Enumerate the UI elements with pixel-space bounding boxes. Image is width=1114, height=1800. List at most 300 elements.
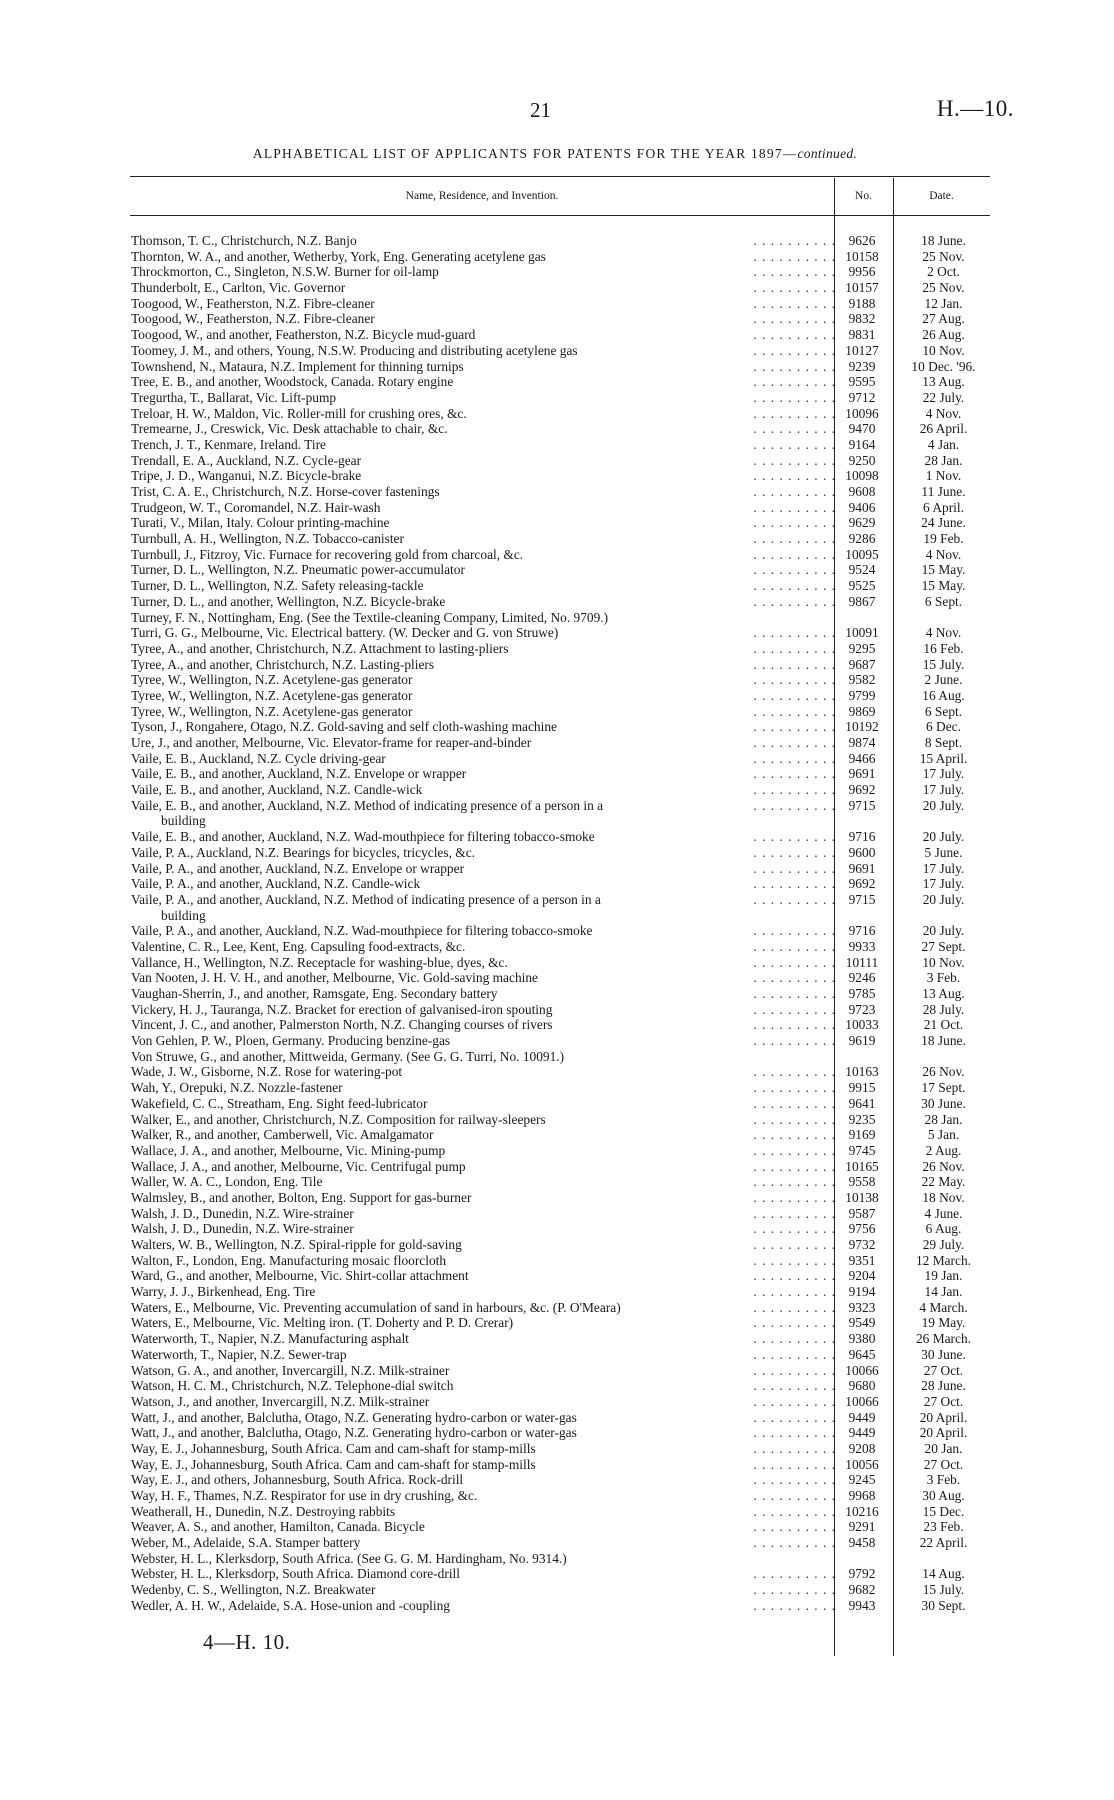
leader-dots: . . . . . . . . . . [753,327,836,343]
entry-text: Vincent, J. C., and another, Palmerston North, N.Z. Changing courses of rivers [131,1017,559,1033]
entry-number: 9525 [848,578,876,594]
entry-date: 30 June. [921,1095,966,1111]
entry-text: Vaile, P. A., and another, Auckland, N.Z. Method of indicating presence of a person in a [131,892,607,908]
entry-text: Tyree, W., Wellington, N.Z. Acetylene-gas generator [131,688,418,704]
entry-date: 2 Oct. [927,264,960,280]
list-item [131,1112,991,1128]
entry-date: 6 Aug. [925,1221,962,1237]
entry-date: 30 Aug. [922,1488,965,1503]
entry-number: 9380 [848,1331,876,1347]
entry-date: 26 March. [915,1331,972,1347]
leader-dots: . . . . . . . . . . [753,1252,836,1268]
list-item [131,1535,991,1551]
entry-number: 9449 [848,1409,876,1425]
leader-dots: . . . . . . . . . . [753,1268,836,1284]
list-item [131,955,991,971]
entry-date: 27 Oct. [923,1362,964,1378]
entry-date: 21 Oct. [923,1017,964,1033]
leader-dots: . . . . . . . . . . [753,844,836,860]
entry-number: 9582 [848,672,876,688]
entry-text: Wedenby, C. S., Wellington, N.Z. Breakwater [131,1582,381,1598]
list-item [131,437,991,453]
entry-number: 10095 [845,546,879,562]
list-item [131,343,991,359]
entry-number: 9687 [848,656,876,672]
entry-text: Wedler, A. H. W., Adelaide, S.A. Hose-union and -coupling [131,1598,456,1614]
entry-date: 19 Jan. [924,1268,963,1284]
entry-number: 9933 [848,938,876,954]
entry-number: 10091 [845,625,879,641]
entry-date: 10 Nov. [922,342,965,358]
entry-text: Throckmorton, C., Singleton, N.S.W. Burner for oil-lamp [131,264,445,280]
leader-dots: . . . . . . . . . . [753,891,836,907]
list-item [131,625,991,641]
leader-dots: . . . . . . . . . . [753,986,836,1001]
entry-date: 26 April. [919,421,968,437]
leader-dots: . . . . . . . . . . [753,797,836,813]
list-item [131,1159,991,1175]
leader-dots: . . . . . . . . . . [753,484,836,499]
entry-number: 9785 [848,986,876,1001]
entry-number: 9799 [848,687,876,703]
entry-text: Wade, J. W., Gisborne, N.Z. Rose for watering-pot [131,1064,408,1080]
list-item [131,1174,991,1190]
list-item [131,406,991,422]
entry-number: 9641 [848,1095,876,1111]
entry-text: Watt, J., and another, Balclutha, Otago, N.Z. Generating hydro-carbon or water-gas [131,1425,583,1441]
entry-text: Wah, Y., Orepuki, N.Z. Nozzle-fastener [131,1080,349,1096]
leader-dots: . . . . . . . . . . [753,374,836,390]
leader-dots: . . . . . . . . . . [753,1519,836,1535]
list-item [131,939,991,955]
entry-text: Turner, D. L., Wellington, N.Z. Safety releasing-tackle [131,578,430,594]
entry-text: Vickery, H. J., Tauranga, N.Z. Bracket for erection of galvanised-iron spouting [131,1002,558,1018]
leader-dots: . . . . . . . . . . [753,1221,836,1237]
leader-dots: . . . . . . . . . . [753,248,836,264]
leader-dots: . . . . . . . . . . [753,1425,836,1441]
entry-text: Walters, W. B., Wellington, N.Z. Spiral-ripple for gold-saving [131,1237,468,1253]
entry-date: 6 April. [923,499,964,515]
entry-number: 9869 [848,703,876,719]
list-item [131,1221,991,1237]
entry-number: 9792 [848,1566,876,1582]
entry-number: 9164 [848,436,876,452]
entry-text: Trendall, E. A., Auckland, N.Z. Cycle-gear [131,453,367,469]
entry-number: 9715 [848,891,876,907]
entry-date: 8 Sept. [924,735,963,750]
list-item [131,719,991,735]
entry-text: Trist, C. A. E., Christchurch, N.Z. Horse-cover fastenings [131,484,446,500]
leader-dots: . . . . . . . . . . [753,280,836,296]
entry-number: 10111 [845,954,879,970]
entry-number: 9915 [848,1080,876,1096]
entry-text: Vaile, P. A., Auckland, N.Z. Bearings for bicycles, tricycles, &c. [131,845,481,861]
entry-text: Toogood, W., Featherston, N.Z. Fibre-cleaner [131,296,381,312]
entry-number: 9956 [848,264,876,280]
leader-dots: . . . . . . . . . . [753,452,836,468]
entry-number: 9723 [848,1001,876,1017]
entry-text: Weatherall, H., Dunedin, N.Z. Destroying rabbits [131,1504,401,1520]
list-item [131,484,991,500]
leader-dots: . . . . . . . . . . [753,1001,836,1017]
entry-number: 9715 [848,797,876,813]
list-item [131,594,991,610]
leader-dots: . . . . . . . . . . [753,876,836,892]
list-item [131,233,991,249]
entry-number: 9608 [848,484,876,499]
entry-number: 9286 [848,531,876,547]
entry-number: 10056 [845,1456,879,1472]
list-item [131,1237,991,1253]
list-item [131,359,991,375]
leader-dots: . . . . . . . . . . [753,468,836,484]
list-item [131,735,991,751]
leader-dots: . . . . . . . . . . [753,1158,836,1174]
leader-dots: . . . . . . . . . . [753,1488,836,1503]
list-item [131,1268,991,1284]
entry-date: 2 Aug. [925,1142,962,1158]
leader-dots: . . . . . . . . . . [753,578,836,594]
entry-number: 10163 [845,1064,879,1080]
entry-date: 25 Nov. [922,248,965,264]
applicants-list [131,233,991,1614]
list-item [131,1519,991,1535]
entry-text: Tyree, W., Wellington, N.Z. Acetylene-gas generator [131,704,418,720]
entry-text: Tremearne, J., Creswick, Vic. Desk attachable to chair, &c. [131,421,454,437]
list-item [131,1394,991,1410]
leader-dots: . . . . . . . . . . [753,1064,836,1080]
entry-number: 9645 [848,1346,876,1362]
entry-date: 28 Jan. [924,1111,963,1127]
leader-dots: . . . . . . . . . . [753,1080,836,1096]
entry-number: 10158 [845,248,879,264]
entry-number: 10157 [845,280,879,296]
entry-date: 11 June. [921,484,966,499]
entry-date: 20 July. [922,923,965,939]
list-item [131,970,991,986]
leader-dots: . . . . . . . . . . [753,1111,836,1127]
entry-date: 13 Aug. [922,374,965,390]
entry-date: 5 June. [924,844,963,860]
list-item [131,374,991,390]
entry-text: Thornton, W. A., and another, Wetherby, York, Eng. Generating acetylene gas [131,249,552,265]
entry-date: 12 March. [915,1252,972,1268]
leader-dots: . . . . . . . . . . [753,954,836,970]
list-item [131,1504,991,1520]
list-item [131,986,991,1002]
leader-dots: . . . . . . . . . . [753,1456,836,1472]
list-item [131,1190,991,1206]
entry-number: 9246 [848,970,876,986]
entry-text: Walsh, J. D., Dunedin, N.Z. Wire-strainer [131,1206,360,1222]
list-item [131,1315,991,1331]
entry-text: Tyree, A., and another, Christchurch, N.Z. Lasting-pliers [131,657,440,673]
list-item [131,390,991,406]
entry-date: 10 Dec. '96. [911,358,976,374]
entry-number: 9716 [848,923,876,939]
leader-dots: . . . . . . . . . . [753,1095,836,1111]
entry-date: 10 Nov. [922,954,965,970]
list-item [131,829,991,845]
entry-text: Turner, D. L., Wellington, N.Z. Pneumatic power-accumulator [131,562,471,578]
entry-text: building [161,908,212,924]
entry-text: Turati, V., Milan, Italy. Colour printing-machine [131,515,396,531]
entry-text: Trudgeon, W. T., Coromandel, N.Z. Hair-wash [131,500,386,516]
leader-dots: . . . . . . . . . . [753,1472,836,1488]
list-item [131,1002,991,1018]
entry-text: Turri, G. G., Melbourne, Vic. Electrical battery. (W. Decker and G. von Struwe) [131,625,564,641]
entry-text: Trench, J. T., Kenmare, Ireland. Tire [131,437,332,453]
list-item [131,672,991,688]
entry-number: 9692 [848,782,876,798]
entry-text: Wakefield, C. C., Streatham, Eng. Sight feed-lubricator [131,1096,433,1112]
entry-text: Turnbull, J., Fitzroy, Vic. Furnace for recovering gold from charcoal, &c. [131,547,529,563]
entry-date: 15 July. [922,656,965,672]
entry-text: Townshend, N., Mataura, N.Z. Implement for thinning turnips [131,359,470,375]
list-item [131,1253,991,1269]
leader-dots: . . . . . . . . . . [753,703,836,719]
list-item [131,1300,991,1316]
list-item [131,311,991,327]
list-item [131,1441,991,1457]
list-item [131,1582,991,1598]
entry-date: 17 July. [922,766,965,782]
entry-date: 26 Nov. [922,1158,965,1174]
entry-number: 9692 [848,876,876,892]
entry-text: Van Nooten, J. H. V. H., and another, Melbourne, Vic. Gold-saving machine [131,970,544,986]
entry-text: Webster, H. L., Klerksdorp, South Africa. (See G. G. M. Hardingham, No. 9314.) [131,1551,573,1567]
table-top-rule [130,176,990,177]
footer-signature: 4—H. 10. [203,1630,291,1654]
leader-dots: . . . . . . . . . . [753,656,836,672]
entry-number: 9867 [848,593,876,609]
entry-number: 9874 [848,735,876,750]
entry-date: 25 Nov. [922,280,965,296]
entry-date: 15 May. [921,562,966,578]
list-item [131,1331,991,1347]
entry-number: 9832 [848,311,876,327]
entry-text: Toomey, J. M., and others, Young, N.S.W. Producing and distributing acetylene gas [131,343,584,359]
entry-date: 4 Nov. [925,625,962,641]
leader-dots: . . . . . . . . . . [753,233,836,248]
entry-text: Vaile, P. A., and another, Auckland, N.Z. Candle-wick [131,876,426,892]
list-item [131,704,991,720]
entry-date: 27 Sept. [921,938,966,954]
entry-date: 1 Nov. [925,468,962,484]
list-item [131,1206,991,1222]
entry-date: 4 Jan. [927,436,960,452]
entry-text: Waters, E., Melbourne, Vic. Melting iron. (T. Doherty and P. D. Crerar) [131,1315,519,1331]
leader-dots: . . . . . . . . . . [753,515,836,531]
entry-date: 6 Sept. [924,703,963,719]
entry-date: 22 May. [921,1174,966,1190]
entry-date: 28 July. [922,1001,965,1017]
entry-text: Ward, G., and another, Melbourne, Vic. Shirt-collar attachment [131,1268,475,1284]
leader-dots: . . . . . . . . . . [753,860,836,876]
list-item [131,1064,991,1080]
entry-number: 9466 [848,750,876,766]
entry-number: 10066 [845,1393,879,1409]
entry-number: 9406 [848,499,876,515]
entry-number: 9680 [848,1378,876,1394]
list-item [131,1378,991,1394]
leader-dots: . . . . . . . . . . [753,1033,836,1049]
list-item [131,1363,991,1379]
entry-text: Tripe, J. D., Wanganui, N.Z. Bicycle-brake [131,468,367,484]
entry-date: 18 Nov. [922,1189,965,1205]
leader-dots: . . . . . . . . . . [753,593,836,609]
entry-text: Webster, H. L., Klerksdorp, South Africa. Diamond core-drill [131,1566,466,1582]
entry-text: Von Gehlen, P. W., Ploen, Germany. Producing benzine-gas [131,1033,456,1049]
list-item [131,845,991,861]
entry-number: 10138 [845,1189,879,1205]
entry-text: Turnbull, A. H., Wellington, N.Z. Tobacco-canister [131,531,410,547]
list-item [131,1457,991,1473]
list-item [131,264,991,280]
list-item [131,1127,991,1143]
entry-date: 19 Feb. [923,531,964,547]
entry-number: 9595 [848,374,876,390]
entry-number: 10066 [845,1362,879,1378]
entry-date: 17 July. [922,860,965,876]
entry-text: Vaughan-Sherrin, J., and another, Ramsgate, Eng. Secondary battery [131,986,503,1002]
entry-date: 18 June. [921,1033,966,1049]
entry-number: 9549 [848,1315,876,1331]
leader-dots: . . . . . . . . . . [753,625,836,641]
entry-text: Vaile, E. B., and another, Auckland, N.Z. Envelope or wrapper [131,766,472,782]
entry-text: Tregurtha, T., Ballarat, Vic. Lift-pump [131,390,342,406]
list-item [131,1284,991,1300]
entry-number: 9208 [848,1440,876,1456]
entry-number: 9600 [848,844,876,860]
entry-date: 27 Oct. [923,1393,964,1409]
entry-text: Warry, J. J., Birkenhead, Eng. Tire [131,1284,321,1300]
entry-date: 13 Aug. [922,986,965,1001]
list-item [131,861,991,877]
leader-dots: . . . . . . . . . . [753,970,836,986]
entry-number: 10165 [845,1158,879,1174]
list-item [131,1566,991,1582]
list-item [131,1347,991,1363]
leader-dots: . . . . . . . . . . [753,1362,836,1378]
entry-text: Toogood, W., Featherston, N.Z. Fibre-cleaner [131,311,381,327]
list-item [131,327,991,343]
entry-number: 9194 [848,1284,876,1300]
list-item [131,515,991,531]
leader-dots: . . . . . . . . . . [753,295,836,311]
list-item [131,1049,991,1065]
entry-date: 26 Nov. [922,1064,965,1080]
leader-dots: . . . . . . . . . . [753,531,836,547]
entry-number: 9629 [848,515,876,531]
leader-dots: . . . . . . . . . . [753,1017,836,1033]
leader-dots: . . . . . . . . . . [753,1378,836,1394]
entry-date: 15 Dec. [922,1503,965,1519]
entry-text: Way, H. F., Thames, N.Z. Respirator for use in dry crushing, &c. [131,1488,483,1504]
entry-number: 9235 [848,1111,876,1127]
entry-number: 9968 [848,1488,876,1503]
leader-dots: . . . . . . . . . . [753,436,836,452]
entry-date: 24 June. [921,515,966,531]
entry-date: 22 July. [922,389,965,405]
leader-dots: . . . . . . . . . . [753,687,836,703]
entry-number: 9188 [848,295,876,311]
entry-number: 9169 [848,1127,876,1143]
heading-main: ALPHABETICAL LIST OF APPLICANTS FOR PATENTS FOR THE YEAR 1897— [252,146,798,161]
entry-text: Vaile, E. B., and another, Auckland, N.Z. Wad-mouthpiece for filtering tobacco-smoke [131,829,601,845]
list-item [131,421,991,437]
list-item [131,1143,991,1159]
entry-date: 30 June. [921,1346,966,1362]
list-item [131,249,991,265]
entry-number: 9323 [848,1299,876,1315]
entry-text: Treloar, H. W., Maldon, Vic. Roller-mill for crushing ores, &c. [131,406,473,422]
list-item [131,766,991,782]
list-item [131,782,991,798]
list-item [131,688,991,704]
entry-text: Vaile, P. A., and another, Auckland, N.Z. Envelope or wrapper [131,861,470,877]
entry-number: 9712 [848,389,876,405]
entry-date: 22 April. [919,1535,968,1551]
entry-text: Vaile, P. A., and another, Auckland, N.Z. Wad-mouthpiece for filtering tobacco-smoke [131,923,598,939]
list-item [131,657,991,673]
list-item [131,813,991,829]
entry-text: Thunderbolt, E., Carlton, Vic. Governor [131,280,351,296]
entry-date: 17 Sept. [921,1080,966,1096]
entry-text: Way, E. J., and others, Johannesburg, South Africa. Rock-drill [131,1472,469,1488]
entry-number: 9351 [848,1252,876,1268]
entry-number: 9458 [848,1535,876,1551]
leader-dots: . . . . . . . . . . [753,499,836,515]
entry-text: Vaile, E. B., and another, Auckland, N.Z. Method of indicating presence of a person in a [131,798,609,814]
leader-dots: . . . . . . . . . . [753,358,836,374]
entry-number: 9558 [848,1174,876,1190]
entry-number: 10127 [845,342,879,358]
entry-number: 9291 [848,1519,876,1535]
list-item [131,531,991,547]
entry-date: 2 June. [924,672,963,688]
entry-date: 4 Nov. [925,405,962,421]
leader-dots: . . . . . . . . . . [753,1503,836,1519]
entry-date: 28 June. [921,1378,966,1394]
list-item [131,280,991,296]
leader-dots: . . . . . . . . . . [753,1566,836,1582]
entry-text: Tyree, W., Wellington, N.Z. Acetylene-gas generator [131,672,418,688]
column-header-no: No. [855,190,872,202]
list-item [131,1096,991,1112]
list-item [131,1410,991,1426]
entry-text: Watson, H. C. M., Christchurch, N.Z. Telephone-dial switch [131,1378,459,1394]
leader-dots: . . . . . . . . . . [753,546,836,562]
list-item [131,923,991,939]
leader-dots: . . . . . . . . . . [753,1346,836,1362]
entry-date: 15 May. [921,578,966,594]
entry-number: 9587 [848,1205,876,1221]
entry-text: Walmsley, B., and another, Bolton, Eng. Support for gas-burner [131,1190,477,1206]
entry-number: 9716 [848,829,876,845]
list-item [131,578,991,594]
list-item [131,547,991,563]
entry-text: Weber, M., Adelaide, S.A. Stamper battery [131,1535,366,1551]
entry-text: Way, E. J., Johannesburg, South Africa. Cam and cam-shaft for stamp-mills [131,1457,542,1473]
list-item [131,1472,991,1488]
leader-dots: . . . . . . . . . . [753,1409,836,1425]
leader-dots: . . . . . . . . . . [753,1284,836,1300]
leader-dots: . . . . . . . . . . [753,719,836,735]
document-reference: H.—10. [936,96,1014,121]
entry-number: 9831 [848,327,876,343]
entry-date: 6 Dec. [926,719,961,735]
